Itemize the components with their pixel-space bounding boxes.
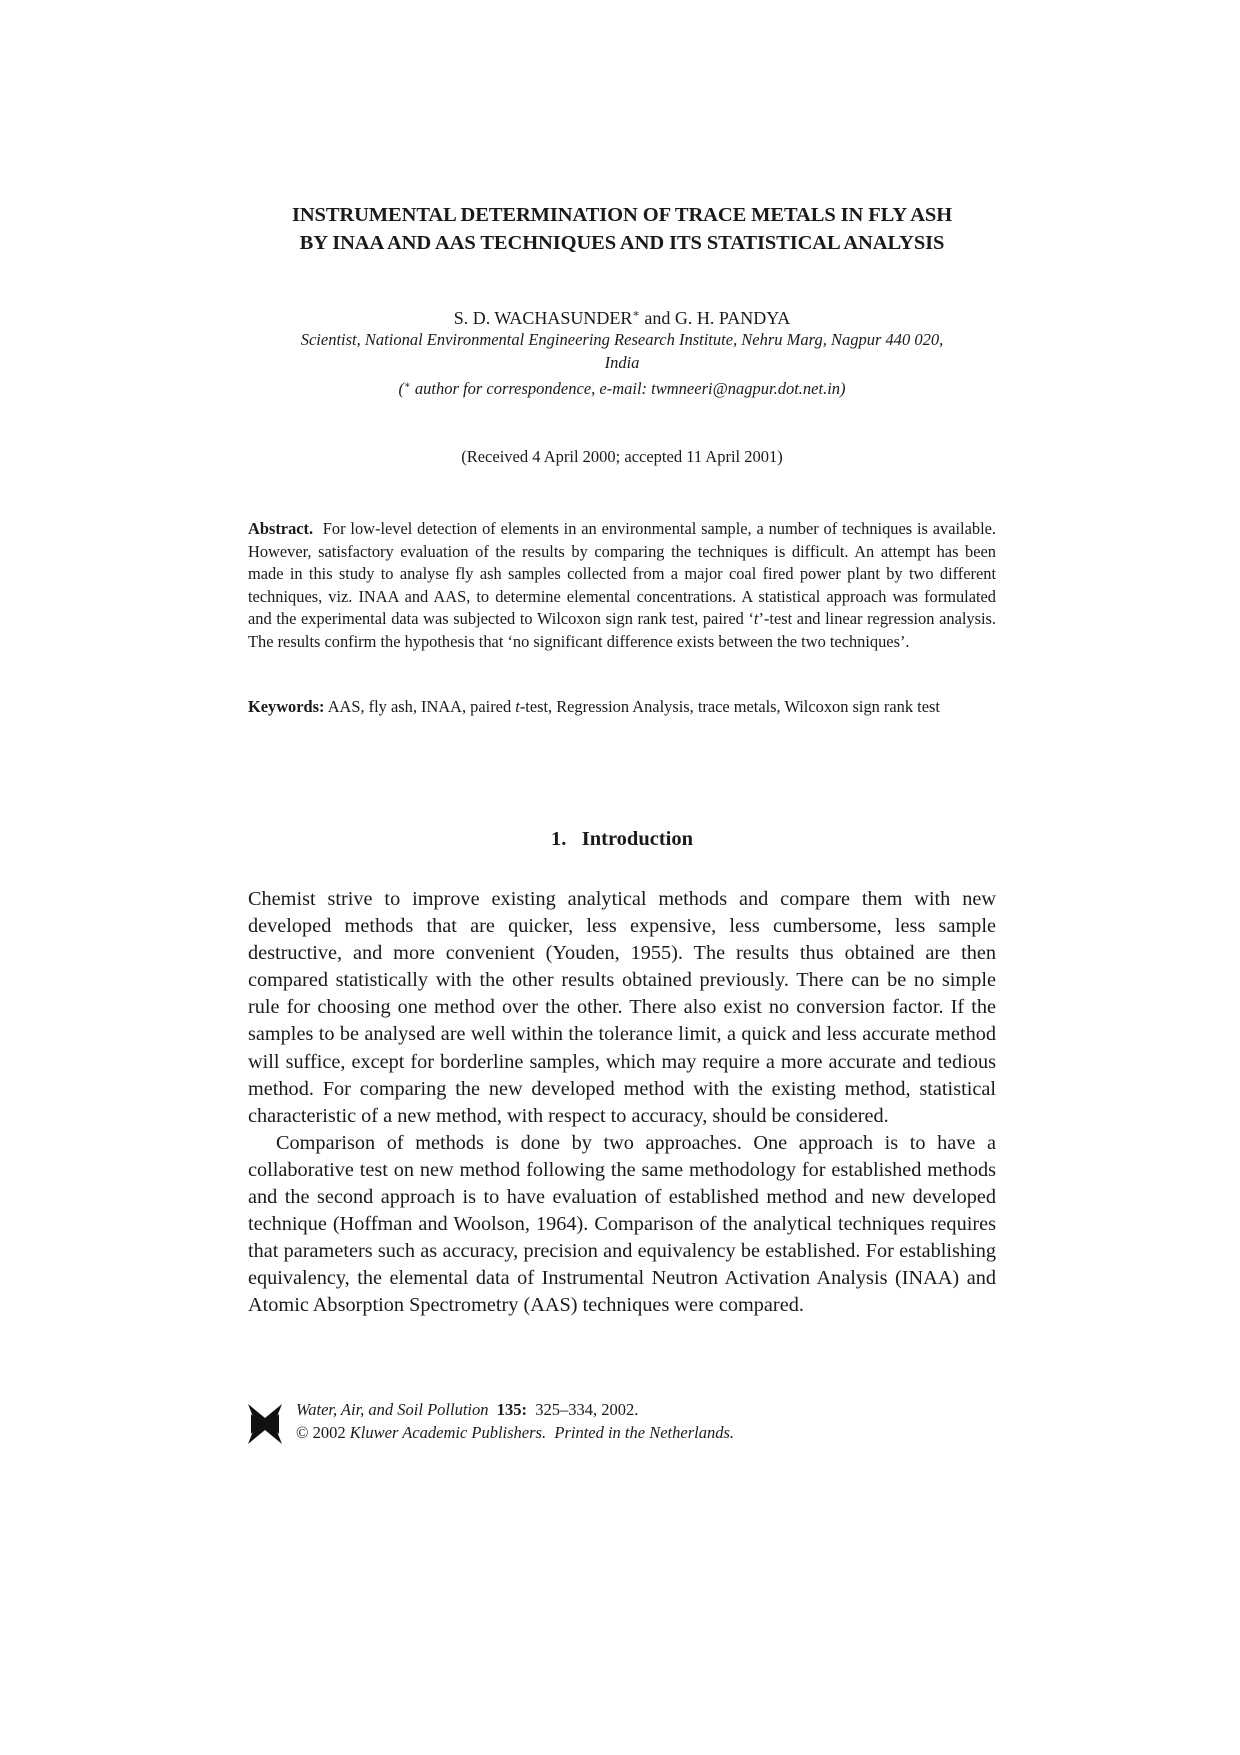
keywords bbox=[248, 696, 996, 719]
introduction-body bbox=[248, 886, 996, 1320]
publisher-logo-icon bbox=[248, 1404, 282, 1444]
abstract-text-italic: t bbox=[753, 609, 759, 629]
copyright: © 2002 bbox=[296, 1423, 346, 1442]
keywords-text-italic: t bbox=[515, 697, 520, 716]
section-heading-introduction: 1. Introduction bbox=[550, 828, 693, 850]
abstract-text-1: For low-level detection of elements in an environmental sample, a number of techniques is available. However, satisfactory evaluation of the results by comparing the techniques is difficult. An attempt has been made in this study to analyse fly ash samples collected from a major coal fired power plant by two different techniques, viz. INAA and AAS, to determine elemental concentrations. A statistical approach was formulated and the experimental data was subjected to Wilcoxon sign rank test, paired ‘ bbox=[248, 519, 996, 629]
footer-citation bbox=[296, 1398, 734, 1444]
paragraph-1: Chemist strive to improve existing analytical methods and compare them with new developed methods that are quicker, less expensive, less cumbersome, less sample destructive, and more convenient (Youden, 1955). The results thus obtained are then compared statistically with the other results obtained previously. There can be no simple rule for choosing one method over the other. There also exist no conversion factor. If the samples to be analysed are well within the tolerance limit, a quick and less accurate method will suffice, except for borderline samples, which may require a more accurate and tedious method. For comparing the new developed method with the existing method, statistical characteristic of a new method, with respect to accuracy, should be considered. bbox=[248, 888, 996, 1127]
keywords-label: Keywords: bbox=[248, 697, 325, 716]
correspondence-mark: ∗ bbox=[403, 380, 411, 391]
author-mark: ∗ bbox=[632, 308, 640, 320]
keywords-text-1: AAS, fly ash, INAA, paired bbox=[327, 697, 516, 716]
publisher: Kluwer Academic Publishers. bbox=[349, 1423, 547, 1442]
affiliation bbox=[248, 328, 996, 400]
affiliation-line-2: India bbox=[604, 353, 640, 372]
received-dates: (Received 4 April 2000; accepted 11 April 2001) bbox=[461, 447, 783, 466]
footer-line-1 bbox=[296, 1398, 734, 1421]
title-line-2: BY INAA AND AAS TECHNIQUES AND ITS STATISTICAL ANALYSIS bbox=[299, 232, 945, 254]
author-2: and G. H. PANDYA bbox=[639, 308, 791, 328]
abstract-label: Abstract. bbox=[248, 519, 314, 538]
title-line-1: INSTRUMENTAL DETERMINATION OF TRACE METALS IN FLY ASH bbox=[291, 204, 953, 226]
journal-pages: 325–334, 2002. bbox=[535, 1400, 639, 1419]
footer bbox=[248, 1398, 996, 1448]
footer-line-2 bbox=[296, 1421, 734, 1444]
abstract-text-2: ’-test and linear regression analysis. The results confirm the hypothesis that ‘no significant difference exists between the two techniques’. bbox=[248, 609, 996, 651]
correspondence-open: ( bbox=[398, 379, 404, 398]
affiliation-line-1: Scientist, National Environmental Engineering Research Institute, Nehru Marg, Nagpur 440 020, bbox=[300, 330, 944, 349]
keywords-text-2: -test, Regression Analysis, trace metals, Wilcoxon sign rank test bbox=[519, 697, 940, 716]
authors bbox=[248, 302, 996, 330]
paragraph-2: Comparison of methods is done by two approaches. One approach is to have a collaborative test on new method following the same methodology for established methods and the second approach is to have evaluation of established method and new developed technique (Hoffman and Woolson, 1964). Comparison of the analytical techniques requires that parameters such as accuracy, precision and equivalency be established. For establishing equivalency, the elemental data of Instrumental Neutron Activation Analysis (INAA) and Atomic Absorption Spectrometry (AAS) techniques were compared. bbox=[248, 1131, 996, 1317]
correspondence-text: author for correspondence, e-mail: twmneeri@nagpur.dot.net.in) bbox=[410, 379, 846, 398]
paper-title bbox=[248, 201, 996, 257]
printed-in: Printed in the Netherlands. bbox=[554, 1423, 735, 1442]
journal-volume: 135: bbox=[496, 1400, 528, 1419]
abstract bbox=[248, 518, 996, 654]
correspondence bbox=[248, 374, 996, 400]
author-1: S. D. WACHASUNDER bbox=[453, 308, 633, 328]
journal-name: Water, Air, and Soil Pollution bbox=[296, 1400, 489, 1419]
